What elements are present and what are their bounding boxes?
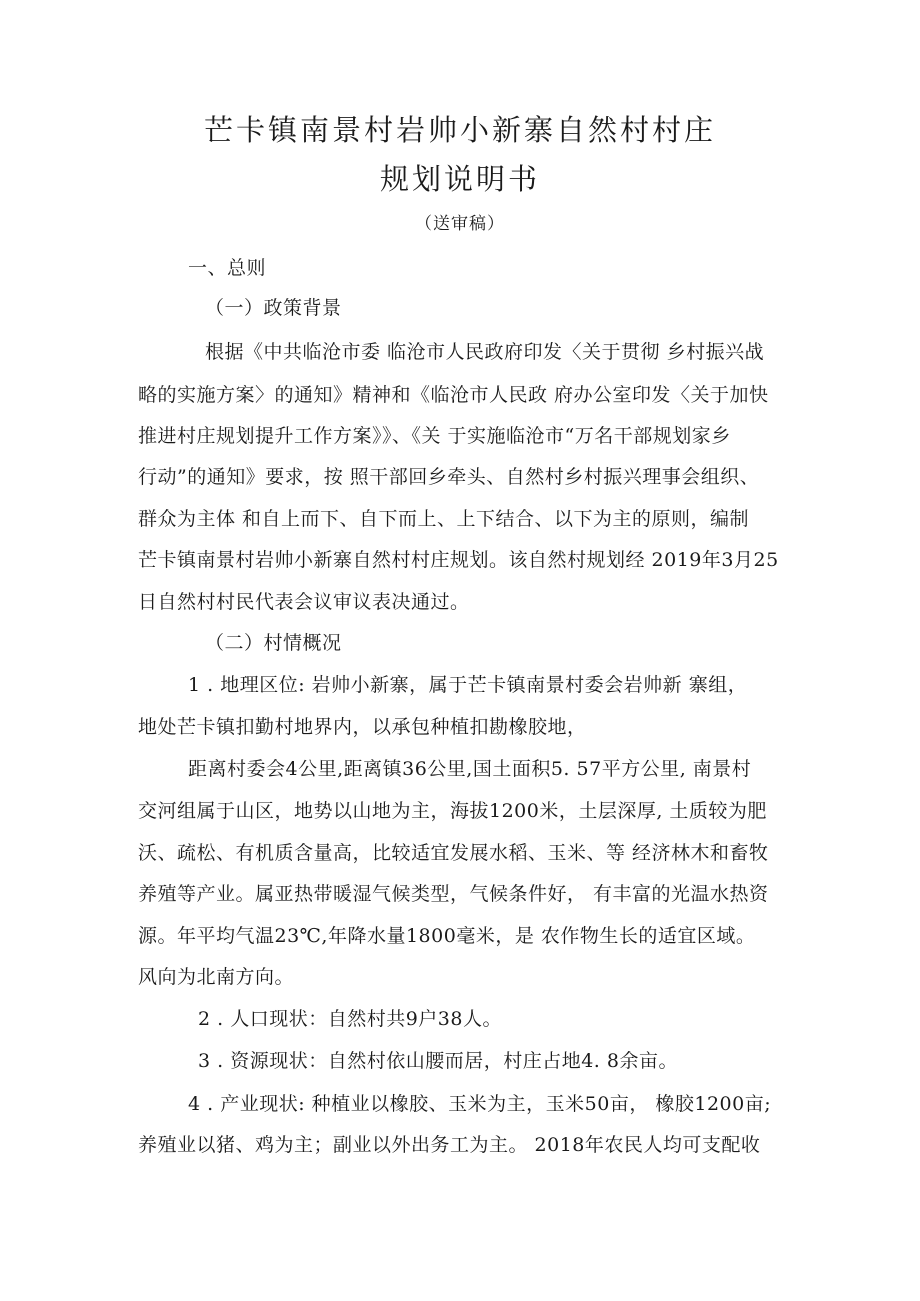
para1-line: 芒卡镇南景村岩帅小新寨自然村村庄规划。该自然村规划经 2019年3月25 — [138, 549, 779, 571]
sub2-heading: （二）村情概况 — [205, 632, 342, 654]
document-title-line1: 芒卡镇南景村岩帅小新寨自然村村庄 — [203, 113, 716, 147]
para2-line: 交河组属于山区，地势以山地为主，海拔1200米，土层深厚, 土质较为肥 — [138, 800, 767, 822]
para1-line: 根据《中共临沧市委 临沧市人民政府印发〈关于贯彻 乡村振兴战 — [205, 341, 765, 363]
item3-line: 3 . 资源现状：自然村依山腰而居，村庄占地4. 8余亩。 — [198, 1050, 678, 1072]
para1-line: 略的实施方案〉的通知》精神和《临沧市人民政 府办公室印发〈关于加快 — [138, 384, 769, 406]
para2-line: 养殖等产业。属亚热带暖湿气候类型，气候条件好， 有丰富的光温水热资 — [138, 883, 769, 905]
para2-line: 距离村委会4公里,距离镇36公里,国土面积5. 57平方公里, 南景村 — [188, 758, 752, 780]
item4-line: 4 . 产业现状: 种植业以橡胶、玉米为主，玉米50亩， 橡胶1200亩; — [188, 1093, 772, 1115]
item1-line: 地处芒卡镇扣勤村地界内，以承包种植扣勘橡胶地， — [138, 716, 587, 738]
para1-line: 推进村庄规划提升工作方案》》、《关 于实施临沧市“万名干部规划家乡 — [138, 425, 731, 447]
para2-line: 源。年平均气温23℃,年降水量1800毫米，是 农作物生长的适宜区域。 — [138, 925, 756, 947]
para1-line: 行动”的通知》要求，按 照干部回乡牵头、自然村乡村振兴理事会组织、 — [138, 466, 760, 488]
item4-line: 养殖业以猪、鸡为主；副业以外出务工为主。 2018年农民人均可支配收 — [138, 1134, 761, 1156]
para1-line: 日自然村村民代表会议审议表决通过。 — [138, 591, 470, 613]
item1-line: 1 . 地理区位: 岩帅小新寨，属于芒卡镇南景村委会岩帅新 寨组， — [188, 674, 748, 696]
para2-line: 沃、疏松、有机质含量高，比较适宜发展水稻、玉米、等 经济林木和畜牧 — [138, 842, 769, 864]
item2-line: 2 . 人口现状：自然村共9户38人。 — [198, 1008, 502, 1030]
document-subtitle: （送审稿） — [415, 214, 505, 234]
para1-line: 群众为主体 和自上而下、自下而上、上下结合、以下为主的原则，编制 — [138, 508, 750, 530]
sub1-heading: （一）政策背景 — [205, 297, 342, 319]
para2-line: 风向为北南方向。 — [138, 966, 295, 988]
document-title-line2: 规划说明书 — [379, 162, 540, 196]
section1-heading: 一、总则 — [188, 257, 267, 279]
